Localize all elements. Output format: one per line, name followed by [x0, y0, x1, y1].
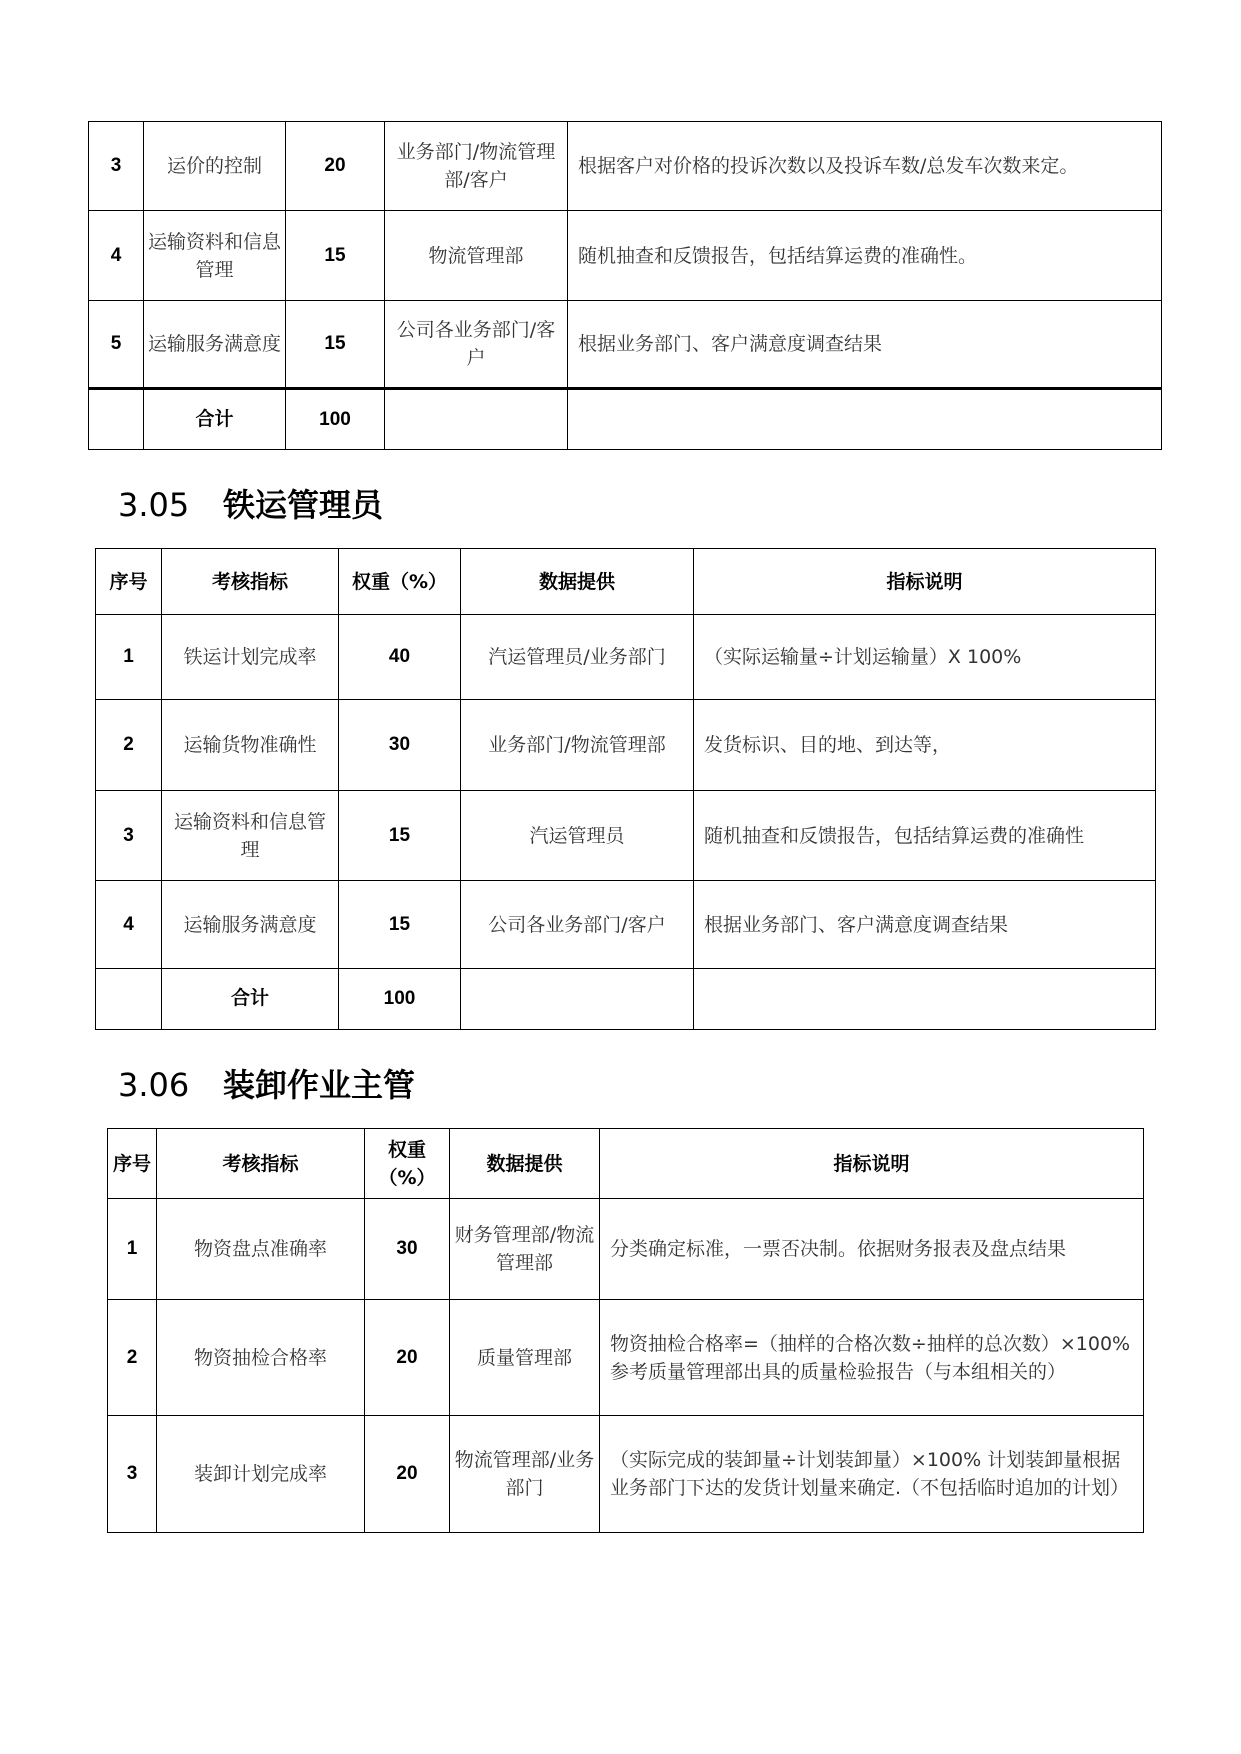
total-label: 合计: [144, 389, 286, 450]
header-description: 指标说明: [600, 1129, 1144, 1199]
header-provider: 数据提供: [450, 1129, 600, 1199]
total-label: 合计: [162, 969, 339, 1030]
total-value: 100: [339, 969, 461, 1030]
description: 物资抽检合格率=（抽样的合格次数÷抽样的总次数）×100% 参考质量管理部出具的质量检验报告（与本组相关的）: [600, 1300, 1144, 1416]
provider: 汽运管理员/业务部门: [461, 615, 694, 700]
row-number: 3: [89, 122, 144, 211]
table-row: [89, 211, 1162, 301]
table-row: [96, 615, 1156, 700]
header-indicator: 考核指标: [157, 1129, 365, 1199]
row-number: 2: [108, 1300, 157, 1416]
indicator: 运价的控制: [144, 122, 286, 211]
table-row: [89, 301, 1162, 389]
description: 发货标识、目的地、到达等，: [694, 700, 1156, 791]
indicator: 运输资料和信息管理: [162, 791, 339, 881]
weight: 20: [365, 1416, 450, 1533]
table-header-row: [108, 1129, 1144, 1199]
weight: 40: [339, 615, 461, 700]
table-rail-manager: [95, 548, 1156, 1030]
weight: 15: [286, 301, 385, 389]
header-provider: 数据提供: [461, 549, 694, 615]
row-number: 2: [96, 700, 162, 791]
provider: 财务管理部/物流管理部: [450, 1199, 600, 1300]
description: 根据客户对价格的投诉次数以及投诉车数/总发车次数来定。: [568, 122, 1162, 211]
section-heading-3-06: 3.06 装卸作业主管: [118, 1066, 416, 1104]
weight: 20: [286, 122, 385, 211]
provider: 物流管理部: [385, 211, 568, 301]
total-value: 100: [286, 389, 385, 450]
table-prev-section: [88, 121, 1162, 450]
weight: 15: [286, 211, 385, 301]
provider: 公司各业务部门/客户: [461, 881, 694, 969]
description: 根据业务部门、客户满意度调查结果: [694, 881, 1156, 969]
total-row: [89, 389, 1162, 450]
header-no: 序号: [96, 549, 162, 615]
description: 随机抽查和反馈报告，包括结算运费的准确性: [694, 791, 1156, 881]
row-number: 5: [89, 301, 144, 389]
indicator: 运输货物准确性: [162, 700, 339, 791]
table-row: [108, 1300, 1144, 1416]
indicator: 运输资料和信息管理: [144, 211, 286, 301]
indicator: 运输服务满意度: [162, 881, 339, 969]
table-row: [96, 791, 1156, 881]
row-number: 3: [96, 791, 162, 881]
indicator: 物资抽检合格率: [157, 1300, 365, 1416]
weight: 30: [365, 1199, 450, 1300]
provider: 公司各业务部门/客户: [385, 301, 568, 389]
description: 根据业务部门、客户满意度调查结果: [568, 301, 1162, 389]
header-weight: 权重（%）: [365, 1129, 450, 1199]
description: （实际完成的装卸量÷计划装卸量）×100% 计划装卸量根据业务部门下达的发货计划量来确定.（不包括临时追加的计划）: [600, 1416, 1144, 1533]
table-row: [89, 122, 1162, 211]
table-row: [108, 1199, 1144, 1300]
table-row: [108, 1416, 1144, 1533]
table-row: [96, 881, 1156, 969]
weight: 20: [365, 1300, 450, 1416]
indicator: 物资盘点准确率: [157, 1199, 365, 1300]
weight: 15: [339, 791, 461, 881]
provider: 汽运管理员: [461, 791, 694, 881]
header-no: 序号: [108, 1129, 157, 1199]
provider: 质量管理部: [450, 1300, 600, 1416]
header-description: 指标说明: [694, 549, 1156, 615]
row-number: 3: [108, 1416, 157, 1533]
weight: 15: [339, 881, 461, 969]
indicator: 运输服务满意度: [144, 301, 286, 389]
header-indicator: 考核指标: [162, 549, 339, 615]
weight: 30: [339, 700, 461, 791]
row-number: 4: [96, 881, 162, 969]
section-heading-3-05: 3.05 铁运管理员: [118, 486, 384, 524]
description: （实际运输量÷计划运输量）X 100%: [694, 615, 1156, 700]
description: 分类确定标准，一票否决制。依据财务报表及盘点结果: [600, 1199, 1144, 1300]
provider: 业务部门/物流管理部: [461, 700, 694, 791]
table-row: [96, 700, 1156, 791]
header-weight: 权重（%）: [339, 549, 461, 615]
row-number: 1: [108, 1199, 157, 1300]
row-number: 4: [89, 211, 144, 301]
description: 随机抽查和反馈报告，包括结算运费的准确性。: [568, 211, 1162, 301]
table-header-row: [96, 549, 1156, 615]
row-number: 1: [96, 615, 162, 700]
total-row: [96, 969, 1156, 1030]
provider: 业务部门/物流管理部/客户: [385, 122, 568, 211]
table-loading-supervisor: [107, 1128, 1144, 1533]
provider: 物流管理部/业务部门: [450, 1416, 600, 1533]
indicator: 装卸计划完成率: [157, 1416, 365, 1533]
indicator: 铁运计划完成率: [162, 615, 339, 700]
